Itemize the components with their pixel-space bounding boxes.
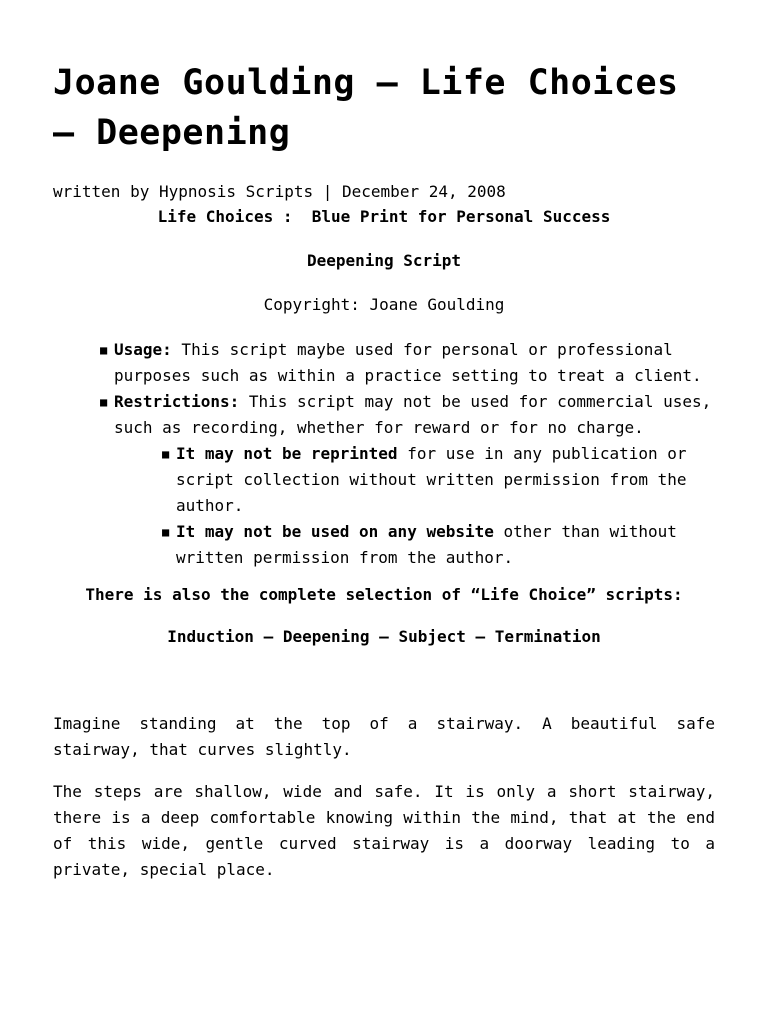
terms-list: [53, 337, 715, 571]
subject-link[interactable]: Subject: [398, 627, 466, 646]
byline-separator: |: [322, 182, 333, 201]
body-paragraph: Imagine standing at the top of a stairway. A beautiful safe stairway, that curves slightly.: [53, 714, 715, 759]
list-item-restrictions: [100, 389, 715, 571]
byline: [53, 180, 715, 204]
restrictions-text: This script may not be used for commercial uses, such as recording, whether for reward or for no charge.: [114, 392, 712, 437]
no-website-label: It may not be used on any website: [176, 522, 494, 541]
induction-link[interactable]: Induction: [167, 627, 254, 646]
author-link[interactable]: Hypnosis Scripts: [158, 182, 314, 201]
termination-link[interactable]: Termination: [494, 627, 601, 646]
script-subtitle: Life Choices : Blue Print for Personal Success: [157, 207, 611, 226]
body-paragraph: The steps are shallow, wide and safe. It is only a short stairway, there is a deep comfortable knowing within the mind, that at the end of this wide, gentle curved stairway is a doorway leading to a private, special place.: [53, 782, 715, 879]
byline-prefix: written by: [53, 182, 150, 201]
usage-text: This script maybe used for personal or professional purposes such as within a practice setting to treat a client.: [114, 340, 702, 385]
script-links: [53, 625, 715, 649]
no-website-text: other than without written permission from the author.: [176, 522, 677, 567]
link-separator: –: [465, 627, 495, 646]
deepening-link[interactable]: Deepening: [282, 627, 370, 646]
link-separator: –: [253, 627, 283, 646]
list-item-no-reprint: [162, 441, 715, 519]
bullet-icon: ■: [162, 447, 170, 461]
bullet-icon: ■: [162, 525, 170, 539]
link-separator: –: [369, 627, 399, 646]
copyright-notice: Copyright: Joane Goulding: [263, 295, 505, 314]
bullet-icon: ■: [100, 395, 108, 409]
selection-heading: There is also the complete selection of “Life Choice” scripts:: [85, 585, 683, 604]
restrictions-sublist: [114, 441, 715, 571]
article-title: Joane Goulding – Life Choices – Deepening: [53, 63, 679, 153]
no-reprint-text: for use in any publication or script collection without written permission from the author.: [176, 444, 687, 515]
restrictions-label: Restrictions:: [114, 392, 240, 411]
script-type-heading: Deepening Script: [306, 251, 462, 270]
publish-date: December 24, 2008: [342, 182, 506, 201]
list-item-no-website: [162, 519, 715, 571]
usage-label: Usage:: [114, 340, 172, 359]
list-item-usage: [100, 337, 715, 389]
bullet-icon: ■: [100, 343, 108, 357]
no-reprint-label: It may not be reprinted: [176, 444, 398, 463]
